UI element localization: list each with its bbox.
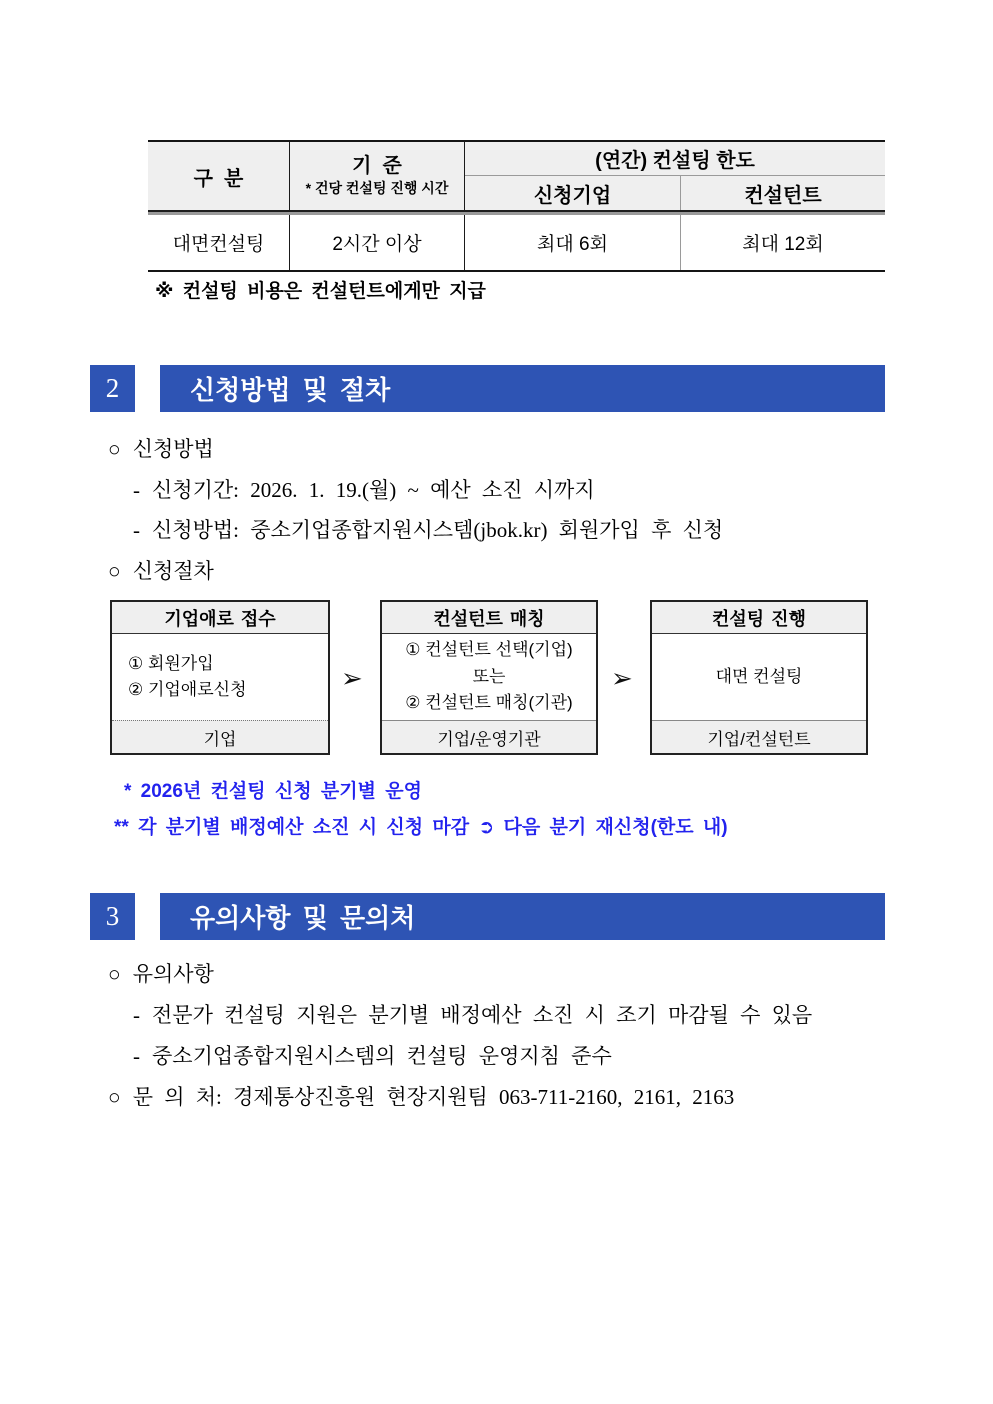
table-header-company: 신청기업 [465, 176, 681, 210]
circle-bullet: ○ [108, 437, 121, 461]
circle-bullet: ○ [108, 559, 121, 583]
flow-step: 또는 [472, 666, 506, 686]
flow-box-consulting [650, 600, 868, 755]
caution-heading [108, 958, 214, 988]
table-cell-standard: 2시간 이상 [290, 215, 465, 270]
section-2-title-bar [160, 365, 885, 412]
flow-box-consulting-header: 컨설팅 진행 [652, 602, 866, 634]
table-header-category: 구 분 [148, 142, 290, 210]
dash-bullet: - [133, 518, 140, 542]
table-header-standard [290, 142, 465, 210]
caution-budget-text: 전문가 컨설팅 지원은 분기별 배정예산 소진 시 조기 마감될 수 있음 [152, 1003, 813, 1027]
table-header-annual-limit: (연간) 컨설팅 한도 [465, 142, 885, 176]
apply-method-heading [108, 433, 214, 463]
flow-box-matching-body [382, 634, 596, 720]
table-header-standard-title: 기 준 [352, 155, 402, 178]
flow-step: ① 컨설턴트 선택(기업) [405, 640, 573, 660]
circle-bullet: ○ [108, 1085, 121, 1109]
flow-step: ① 회원가입 [128, 653, 214, 673]
footnote-budget: ** 각 분기별 배정예산 소진 시 신청 마감 ➲ 다음 분기 재신청(한도 내) [114, 817, 728, 838]
table-cell-consultant-limit: 최대 12회 [681, 215, 885, 270]
table-header-consultant: 컨설턴트 [681, 176, 885, 210]
table-header-standard-sub: * 건당 컨설팅 진행 시간 [305, 180, 449, 197]
flow-box-intake-body [112, 634, 328, 720]
dash-bullet: - [133, 1003, 140, 1027]
caution-budget-line [133, 999, 812, 1029]
apply-method-heading-text: 신청방법 [132, 437, 214, 461]
flow-box-matching-footer: 기업/운영기관 [382, 720, 596, 753]
section-3-title-bar [160, 893, 885, 940]
flow-step: 대면 컨설팅 [715, 666, 803, 686]
flow-box-intake [110, 600, 330, 755]
apply-how-text: 신청방법: 중소기업종합지원시스템(jbok.kr) 회원가입 후 신청 [152, 518, 724, 542]
apply-procedure-heading [108, 555, 214, 585]
right-arrowhead-icon: ➢ [341, 663, 363, 693]
circle-bullet: ○ [108, 962, 121, 986]
apply-procedure-heading-text: 신청절차 [132, 559, 214, 583]
apply-period-line [133, 474, 595, 504]
flow-box-consulting-footer: 기업/컨설턴트 [652, 720, 866, 753]
contact-text: 문 의 처: 경제통상진흥원 현장지원팀 063-711-2160, 2161, 2163 [132, 1085, 735, 1109]
flow-box-consulting-body [652, 634, 866, 720]
flow-step: ② 컨설턴트 매칭(기관) [405, 693, 573, 713]
contact-line [108, 1081, 734, 1111]
dash-bullet: - [133, 478, 140, 502]
section-3-number-badge: 3 [90, 893, 135, 940]
table-cell-company-limit: 최대 6회 [465, 215, 681, 270]
section-3-title: 유의사항 및 문의처 [190, 903, 416, 933]
table-note: ※ 컨설팅 비용은 컨설턴트에게만 지급 [155, 281, 486, 302]
caution-heading-text: 유의사항 [132, 962, 214, 986]
consulting-limit-table [148, 140, 885, 272]
caution-guideline-text: 중소기업종합지원시스템의 컨설팅 운영지침 준수 [152, 1044, 612, 1068]
apply-period-text: 신청기간: 2026. 1. 19.(월) ~ 예산 소진 시까지 [152, 478, 595, 502]
flow-box-matching-header: 컨설턴트 매칭 [382, 602, 596, 634]
flow-box-matching [380, 600, 598, 755]
flow-box-intake-header: 기업애로 접수 [112, 602, 328, 634]
apply-how-line [133, 514, 723, 544]
section-2-title: 신청방법 및 절차 [190, 375, 391, 405]
flow-step: ② 기업애로신청 [128, 680, 247, 699]
table-cell-type: 대면컨설팅 [148, 215, 290, 270]
flow-box-intake-footer: 기업 [112, 720, 328, 753]
dash-bullet: - [133, 1044, 140, 1068]
footnote-quarterly: * 2026년 컨설팅 신청 분기별 운영 [124, 781, 422, 802]
right-arrowhead-icon: ➢ [611, 663, 633, 693]
section-2-number-badge: 2 [90, 365, 135, 412]
caution-guideline-line [133, 1040, 612, 1070]
